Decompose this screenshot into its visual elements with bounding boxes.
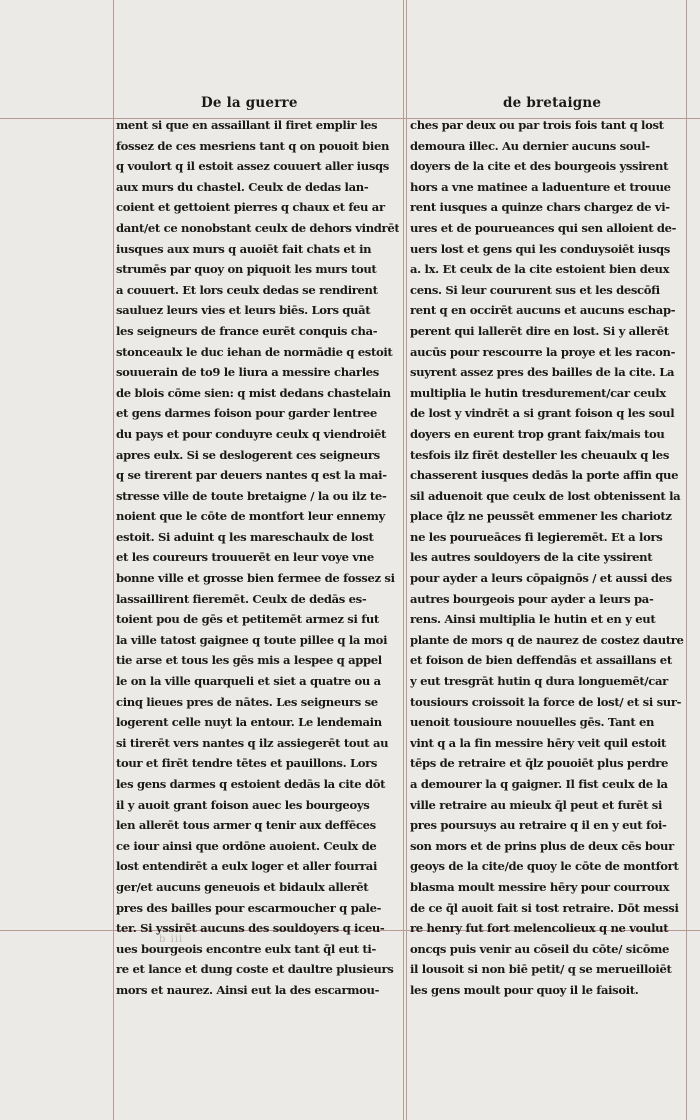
text-line: chasserent iusques dedās la porte affin que	[410, 468, 679, 483]
text-line: place q̄lz ne peussēt emmener les chariotz	[410, 509, 672, 524]
text-line: sauluez leurs vies et leurs biēs. Lors quāt	[116, 303, 371, 318]
text-line: q se tirerent par deuers nantes q est la mai-	[116, 468, 387, 483]
text-line: coient et gettoient pierres q chaux et feu ar	[116, 200, 385, 215]
text-line: autres bourgeois pour ayder a leurs pa-	[410, 591, 654, 606]
text-line: ne les pourueāces fi legieremēt. Et a lors	[410, 529, 663, 544]
text-line: tour et firēt tendre tētes et pauillons. Lors	[116, 756, 378, 771]
text-line: ville retraire au mieulx q̄l peut et furēt si	[410, 797, 662, 812]
text-line: de ce q̄l auoit fait si tost retraire. Dōt messi	[410, 900, 679, 915]
text-line: stresse ville de toute bretaigne / la ou ilz te-	[116, 488, 387, 503]
text-line: suyrent assez pres des bailles de la cite. La	[410, 365, 675, 380]
text-line: toient pou de gēs et petitemēt armez si fut	[116, 612, 379, 627]
text-line: multiplia le hutin tresdurement/car ceulx	[410, 385, 666, 400]
running-head-left: De la guerre	[201, 95, 298, 111]
gutter-rule-right	[406, 0, 407, 1120]
text-line: les autres souldoyers de la cite yssirent	[410, 550, 653, 565]
text-line: uers lost et gens qui les conduysoiēt iusqs	[410, 241, 670, 256]
text-line: pour ayder a leurs cōpaignōs / et aussi des	[410, 571, 672, 586]
margin-rule-right	[686, 0, 687, 1120]
text-line: tesfois ilz firēt desteller les cheuaulx q les	[410, 447, 669, 462]
text-line: geoys de la cite/de quoy le cōte de montfort	[410, 859, 679, 874]
text-line: rens. Ainsi multiplia le hutin et en y eut	[410, 612, 656, 627]
text-line: uenoit tousioure nouuelles gēs. Tant en	[410, 715, 655, 730]
text-line: les seigneurs de france eurēt conquis cha-	[116, 323, 378, 338]
text-line: cens. Si leur coururent sus et les descōfi	[410, 282, 660, 297]
text-line: de lost y vindrēt a si grant foison q les soul	[410, 406, 675, 421]
text-line: stonceaulx le duc iehan de normādie q estoit	[116, 344, 393, 359]
text-line: doyers en eurent trop grant faix/mais tou	[410, 426, 665, 441]
text-line: ures et de pourueances qui sen alloient de-	[410, 220, 677, 235]
text-line: re et lance et dung coste et daultre plusieurs	[116, 962, 394, 977]
text-line: aucūs pour rescourre la proye et les racon-	[410, 344, 676, 359]
text-line: il lousoit si non biē petit/ q se merueilloiēt	[410, 962, 672, 977]
text-line: de blois cōme sien: q mist dedans chastelain	[116, 385, 391, 400]
text-line: ches par deux ou par trois fois tant q lost	[410, 118, 664, 132]
text-line: logerent celle nuyt la entour. Le lendemain	[116, 715, 382, 730]
text-line: ce iour ainsi que ordōne auoient. Ceulx de	[116, 838, 377, 853]
text-line: ter. Si yssirēt aucuns des souldoyers q iceu-	[116, 921, 385, 936]
text-line: y eut tresgrāt hutin q dura longuemēt/car	[410, 674, 668, 689]
text-line: le on la ville quarqueli et siet a quatre ou a	[116, 674, 381, 689]
text-line: strumēs par quoy on piquoit les murs tout	[116, 262, 377, 277]
text-line: et gens darmes foison pour garder lentree	[116, 406, 377, 421]
text-column-right	[410, 115, 684, 1001]
text-line: tēps de retraire et q̄lz pouoiēt plus perdre	[410, 756, 669, 771]
text-line: tousiours croissoit la force de lost/ et si sur-	[410, 694, 682, 709]
text-line: il y auoit grant foison auec les bourgeoys	[116, 797, 370, 812]
text-line: pres des bailles pour escarmoucher q pale-	[116, 900, 382, 915]
text-line: lassaillirent fieremēt. Ceulx de dedās es-	[116, 591, 367, 606]
text-line: ger/et aucuns geneuois et bidaulx allerēt	[116, 879, 369, 894]
text-line: la ville tatost gaignee q toute pillee q la moi	[116, 632, 388, 647]
text-line: vint q a la fin messire hēry veit quil estoit	[410, 735, 667, 750]
text-line: ment si que en assaillant il firet emplir les	[116, 118, 378, 132]
text-line: du pays et pour conduyre ceulx q viendroiēt	[116, 426, 387, 441]
text-line: si tirerēt vers nantes q ilz assiegerēt tout au	[116, 735, 389, 750]
text-line: iusques aux murs q auoiēt fait chats et in	[116, 241, 372, 256]
text-line: les gens moult pour quoy il le faisoit.	[410, 982, 639, 997]
text-line: rent iusques a quinze chars chargez de vi-	[410, 200, 670, 215]
text-line: ues bourgeois encontre eulx tant q̄l eut ti-	[116, 941, 376, 956]
text-line: bonne ville et grosse bien fermee de fossez si	[116, 571, 395, 586]
text-line: souuerain de to9 le liura a messire charles	[116, 365, 379, 380]
text-line: mors et naurez. Ainsi eut la des escarmou-	[116, 982, 380, 997]
text-line: demoura illec. Au dernier aucuns soul-	[410, 138, 650, 153]
text-column-left	[116, 115, 399, 1001]
text-line: lost entendirēt a eulx loger et aller fourrai	[116, 859, 378, 874]
text-line: fossez de ces mesriens tant q on pouoit bien	[116, 138, 390, 153]
text-line: noient que le cōte de montfort leur ennemy	[116, 509, 385, 524]
text-line: q voulort q il estoit assez couuert aller iusqs	[116, 159, 389, 174]
text-line: aux murs du chastel. Ceulx de dedas lan-	[116, 179, 369, 194]
text-line: estoit. Si aduint q les mareschaulx de lost	[116, 529, 374, 544]
text-line: rent q en occirēt aucuns et aucuns eschap-	[410, 303, 676, 318]
text-line: len allerēt tous armer q tenir aux deffēces	[116, 818, 376, 833]
margin-rule-left	[113, 0, 114, 1120]
text-line: plante de mors q de naurez de costez dautre	[410, 632, 684, 647]
text-line: dant/et ce nonobstant ceulx de dehors vindrēt	[116, 220, 399, 235]
text-line: a couuert. Et lors ceulx dedas se rendirent	[116, 282, 378, 297]
text-line: oncqs puis venir au cōseil du cōte/ sicōme	[410, 941, 670, 956]
text-line: pres poursuys au retraire q il en y eut foi-	[410, 818, 667, 833]
text-line: a. lx. Et ceulx de la cite estoient bien deux	[410, 262, 670, 277]
text-line: son mors et de prins plus de deux cēs bour	[410, 838, 674, 853]
text-line: cinq lieues pres de nātes. Les seigneurs se	[116, 694, 378, 709]
text-line: et foison de bien deffendās et assaillans et	[410, 653, 672, 668]
text-line: a demourer la q gaigner. Il fist ceulx de la	[410, 777, 668, 791]
running-head-right: de bretaigne	[503, 95, 602, 111]
text-line: sil aduenoit que ceulx de lost obtenissent la	[410, 488, 681, 503]
text-line: apres eulx. Si se deslogerent ces seigneurs	[116, 447, 380, 462]
text-line: doyers de la cite et des bourgeois yssirent	[410, 159, 669, 174]
text-line: blasma moult messire hēry pour courroux	[410, 879, 670, 894]
text-line: hors a vne matinee a laduenture et trouue	[410, 179, 671, 194]
signature-mark: b iii	[159, 934, 184, 945]
gutter-rule-left	[403, 0, 404, 1120]
text-line: perent qui lallerēt dire en lost. Si y allerēt	[410, 323, 669, 338]
text-line: et les coureurs trouuerēt en leur voye vne	[116, 550, 374, 565]
text-line: re henry fut fort melencolieux q ne voulut	[410, 921, 669, 936]
text-line: tie arse et tous les gēs mis a lespee q appel	[116, 653, 382, 668]
text-line: les gens darmes q estoient dedās la cite dōt	[116, 777, 386, 791]
